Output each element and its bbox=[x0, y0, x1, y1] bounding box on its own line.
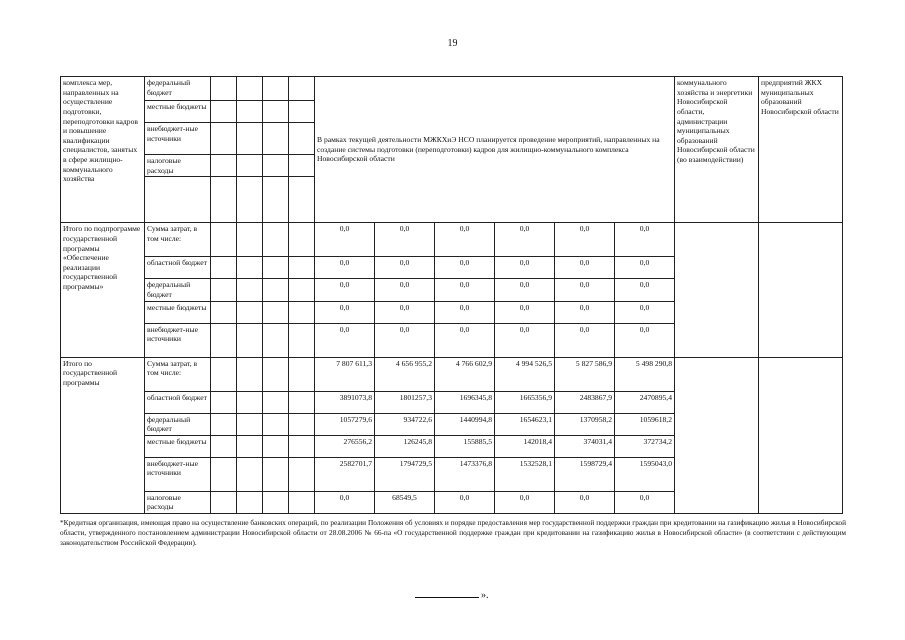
value-cell: 276556,2 bbox=[315, 435, 375, 457]
value-cell: 126245,8 bbox=[375, 435, 435, 457]
source-cell: местные бюджеты bbox=[145, 435, 211, 457]
value-cell: 0,0 bbox=[435, 257, 495, 279]
value-cell: 0,0 bbox=[555, 491, 615, 513]
footnote: *Кредитная организация, имеющая право на осуществление банковских операций, по реализации Положения об условиях и порядке предоставления мер государственной поддержки граждан при кредитовании на газификацию жилья в Новосибирской области, утвержденного постановлением администрации Новосибирской области от 28.08.2006 № 66-па «О государственной поддержке граждан при кредитовании на газификацию жилья в Новосибирской области» (в соответствии с действующим законодательством Российской Федерации). bbox=[60, 518, 846, 547]
source-cell: местные бюджеты bbox=[145, 101, 211, 123]
value-cell: 0,0 bbox=[315, 279, 375, 301]
measure-description-cell: В рамках текущей деятельности МЖКХиЭ НСО планируется проведение мероприятий, направленных на создание системы подготовки (переподготовки) кадров для жилищно-коммунального комплекса Новосибирской области bbox=[315, 77, 675, 223]
value-cell: 1057279,6 bbox=[315, 413, 375, 435]
value-cell: 155885,5 bbox=[435, 435, 495, 457]
source-cell: областной бюджет bbox=[145, 257, 211, 279]
value-cell: 1473376,8 bbox=[435, 457, 495, 491]
value-cell: 4 766 602,9 bbox=[435, 357, 495, 391]
table-row bbox=[61, 223, 843, 257]
value-cell: 0,0 bbox=[435, 279, 495, 301]
source-cell: Сумма затрат, в том числе: bbox=[145, 357, 211, 391]
value-cell: 0,0 bbox=[315, 323, 375, 357]
measure-name-cell: комплекса мер, направленных на осуществление подготовки, переподготовки кадров и повышение квалификации специалистов, занятых в сфере жилищно-коммунального хозяйства bbox=[61, 77, 145, 223]
value-cell: 1440994,8 bbox=[435, 413, 495, 435]
value-cell: 5 498 290,8 bbox=[615, 357, 675, 391]
value-cell: 0,0 bbox=[495, 323, 555, 357]
table-row bbox=[61, 357, 843, 391]
value-cell: 0,0 bbox=[615, 301, 675, 323]
value-cell: 0,0 bbox=[495, 257, 555, 279]
value-cell: 1801257,3 bbox=[375, 391, 435, 413]
value-cell: 3891073,8 bbox=[315, 391, 375, 413]
value-cell: 0,0 bbox=[555, 279, 615, 301]
subprogram-total-label: Итого по подпрограмме государственной программы «Обеспечение реализации государственной программы» bbox=[61, 223, 145, 357]
participants-cell: предприятий ЖКХ муниципальных образований Новосибирской области bbox=[759, 77, 843, 223]
source-cell: федеральный бюджет bbox=[145, 413, 211, 435]
value-cell: 1665356,9 bbox=[495, 391, 555, 413]
value-cell: 0,0 bbox=[435, 223, 495, 257]
value-cell: 1598729,4 bbox=[555, 457, 615, 491]
value-cell: 1370958,2 bbox=[555, 413, 615, 435]
value-cell: 0,0 bbox=[615, 279, 675, 301]
value-cell: 0,0 bbox=[375, 323, 435, 357]
value-cell: 2582701,7 bbox=[315, 457, 375, 491]
value-cell: 0,0 bbox=[615, 491, 675, 513]
value-cell: 142018,4 bbox=[495, 435, 555, 457]
value-cell: 0,0 bbox=[495, 491, 555, 513]
value-cell: 0,0 bbox=[435, 323, 495, 357]
value-cell: 0,0 bbox=[495, 301, 555, 323]
value-cell: 0,0 bbox=[435, 301, 495, 323]
value-cell: 374031,4 bbox=[555, 435, 615, 457]
source-cell: Сумма затрат, в том числе: bbox=[145, 223, 211, 257]
value-cell: 0,0 bbox=[615, 223, 675, 257]
value-cell: 68549,5 bbox=[375, 491, 435, 513]
table-row bbox=[61, 77, 843, 101]
value-cell: 934722,6 bbox=[375, 413, 435, 435]
page-number: 19 bbox=[447, 38, 458, 49]
source-cell: федеральный бюджет bbox=[145, 279, 211, 301]
value-cell: 2483867,9 bbox=[555, 391, 615, 413]
closing-mark-line bbox=[415, 590, 489, 601]
value-cell: 0,0 bbox=[495, 279, 555, 301]
value-cell: 0,0 bbox=[375, 223, 435, 257]
value-cell: 0,0 bbox=[555, 223, 615, 257]
value-cell: 1059618,2 bbox=[615, 413, 675, 435]
value-cell: 0,0 bbox=[495, 223, 555, 257]
source-cell: налоговые расходы bbox=[145, 155, 211, 177]
value-cell: 0,0 bbox=[315, 301, 375, 323]
value-cell: 5 827 586,9 bbox=[555, 357, 615, 391]
value-cell: 0,0 bbox=[615, 323, 675, 357]
value-cell: 4 656 955,2 bbox=[375, 357, 435, 391]
value-cell: 2470895,4 bbox=[615, 391, 675, 413]
source-cell: налоговые расходы bbox=[145, 491, 211, 513]
value-cell: 0,0 bbox=[315, 491, 375, 513]
value-cell: 0,0 bbox=[555, 323, 615, 357]
value-cell: 0,0 bbox=[315, 257, 375, 279]
source-cell: внебюджет-ные источники bbox=[145, 123, 211, 155]
value-cell: 1654623,1 bbox=[495, 413, 555, 435]
value-cell: 0,0 bbox=[375, 301, 435, 323]
value-cell: 0,0 bbox=[315, 223, 375, 257]
source-cell: внебюджет-ные источники bbox=[145, 457, 211, 491]
value-cell: 0,0 bbox=[555, 257, 615, 279]
value-cell: 0,0 bbox=[375, 279, 435, 301]
value-cell: 0,0 bbox=[375, 257, 435, 279]
value-cell: 372734,2 bbox=[615, 435, 675, 457]
value-cell: 4 994 526,5 bbox=[495, 357, 555, 391]
value-cell: 0,0 bbox=[555, 301, 615, 323]
value-cell: 7 807 611,3 bbox=[315, 357, 375, 391]
executor-cell: коммунального хозяйства и энергетики Новосибирской области, администрации муниципальных образований Новосибирской области (во взаимодействии) bbox=[675, 77, 759, 223]
closing-quote: ». bbox=[481, 590, 489, 601]
value-cell: 1595043,0 bbox=[615, 457, 675, 491]
value-cell: 1696345,8 bbox=[435, 391, 495, 413]
signature-underline bbox=[415, 597, 479, 598]
source-cell: местные бюджеты bbox=[145, 301, 211, 323]
source-cell: областной бюджет bbox=[145, 391, 211, 413]
program-table bbox=[60, 76, 843, 514]
source-cell: внебюджет-ные источники bbox=[145, 323, 211, 357]
value-cell: 0,0 bbox=[435, 491, 495, 513]
value-cell: 1794729,5 bbox=[375, 457, 435, 491]
program-total-label: Итого по государственной программы bbox=[61, 357, 145, 514]
value-cell: 0,0 bbox=[615, 257, 675, 279]
value-cell: 1532528,1 bbox=[495, 457, 555, 491]
source-cell: федеральный бюджет bbox=[145, 77, 211, 101]
